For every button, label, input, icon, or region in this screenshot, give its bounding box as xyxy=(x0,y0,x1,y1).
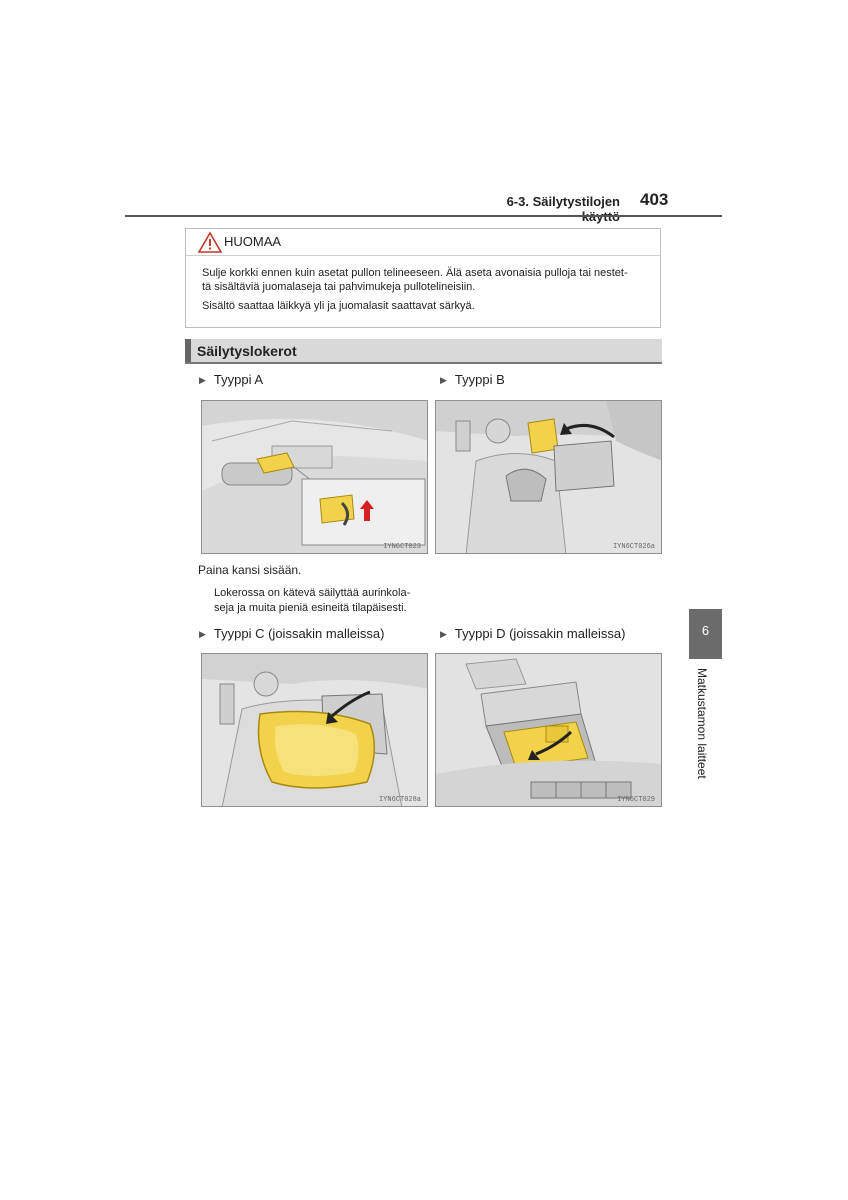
bullet-triangle-icon: ▶ xyxy=(199,629,206,639)
section-header-title: 6-3. Säilytystilojen xyxy=(506,194,620,209)
notice-text-line-3: Sisältö saattaa läikkyä yli ja juomalasit saattavat särkyä. xyxy=(202,300,475,312)
section-marker xyxy=(185,339,191,362)
chapter-label: Matkustamon laitteet xyxy=(695,668,709,779)
type-b-text: Tyyppi B xyxy=(454,372,505,387)
notice-text-line-1: Sulje korkki ennen kuin asetat pullon telineeseen. Älä aseta avonaisia pulloja tai nestet- xyxy=(202,267,628,279)
bullet-triangle-icon: ▶ xyxy=(199,375,206,385)
chapter-number: 6 xyxy=(701,623,710,638)
figure-type-b xyxy=(435,400,662,554)
note-line-1: Lokerossa on kätevä säilyttää aurinkola- xyxy=(214,587,411,599)
type-b-label xyxy=(440,372,505,387)
type-d-label xyxy=(440,626,625,641)
page-number: 403 xyxy=(640,190,669,209)
type-a-label xyxy=(199,372,263,387)
figure-b-illustration xyxy=(436,401,662,554)
header-rule xyxy=(125,215,722,217)
type-c-label xyxy=(199,626,384,641)
figure-d-code: IYN6CT029 xyxy=(617,796,655,804)
figure-a-illustration xyxy=(202,401,428,554)
note-line-2: seja ja muita pieniä esineitä tilapäisesti. xyxy=(214,602,407,614)
figure-c-illustration xyxy=(202,654,428,807)
figure-b-code: IYN6CT026a xyxy=(612,543,655,551)
notice-header xyxy=(186,229,660,256)
bullet-triangle-icon: ▶ xyxy=(440,375,447,385)
section-heading-bar xyxy=(185,339,662,364)
type-d-text: Tyyppi D (joissakin malleissa) xyxy=(454,626,626,641)
figure-d-illustration xyxy=(436,654,662,807)
instruction-text: Paina kansi sisään. xyxy=(198,563,302,577)
figure-a-code: IYN6CT023 xyxy=(383,543,421,551)
notice-title: HUOMAA xyxy=(224,234,282,249)
figure-c-code: IYN6CT028a xyxy=(378,796,421,804)
type-a-text: Tyyppi A xyxy=(213,372,264,387)
figure-type-a xyxy=(201,400,428,554)
notice-box xyxy=(185,228,661,328)
type-c-text: Tyyppi C (joissakin malleissa) xyxy=(213,626,385,641)
figure-type-d xyxy=(435,653,662,807)
section-title: Säilytyslokerot xyxy=(197,343,297,359)
figure-type-c xyxy=(201,653,428,807)
notice-text-line-2: tä sisältäviä juomalaseja tai pahvimukeja pullotelineisiin. xyxy=(202,281,476,293)
bullet-triangle-icon: ▶ xyxy=(440,629,447,639)
chapter-tab xyxy=(689,609,722,659)
warning-triangle-icon xyxy=(198,231,222,253)
